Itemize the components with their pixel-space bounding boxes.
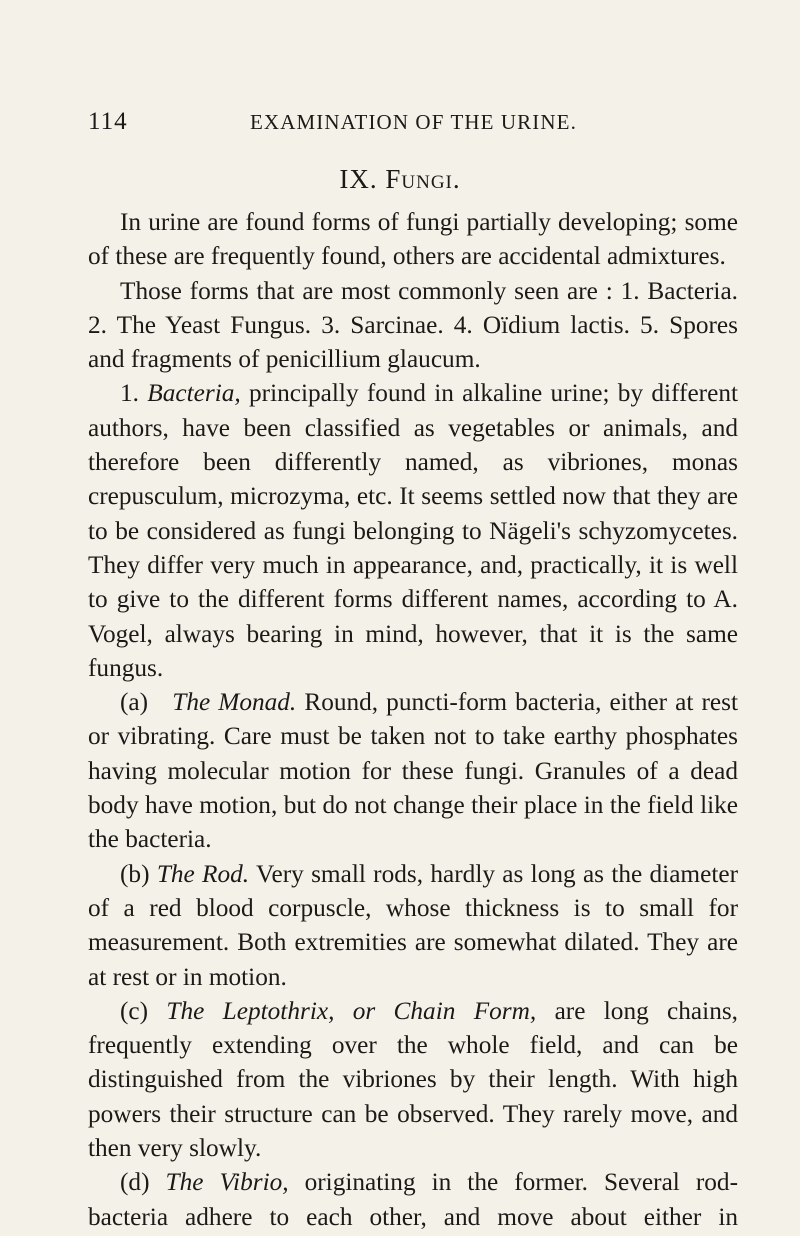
paragraph-bacteria — [88, 376, 738, 685]
section-numeral: IX. — [339, 164, 378, 194]
item-label: (d) — [120, 1168, 150, 1197]
page-number: 114 — [88, 108, 128, 135]
page-header — [88, 108, 728, 138]
paragraph-leptothrix — [88, 994, 738, 1165]
section-title — [0, 164, 800, 195]
paragraph-text: Very small rods, hardly as long as the diameter of a red blood corpuscle, whose thickness is to small for measurement. Both extremities are somewhat dilated. They are at rest or in motion. — [88, 859, 739, 991]
item-label: (b) — [120, 859, 150, 888]
italic-term: The Rod. — [156, 859, 250, 888]
paragraph-vibrio — [88, 1165, 738, 1234]
item-number: 1. — [120, 379, 139, 408]
paragraph-forms-list: Those forms that are most commonly seen are : 1. Bacteria. 2. The Yeast Fungus. 3. Sarcinae. 4. Oïdium lactis. 5. Spores and fragments of penicillium glaucum. — [88, 276, 738, 374]
paragraph-text: are long chains, frequently extending over the whole field, and can be distinguished from the vibriones by their length. With high powers their structure can be observed. They rarely move, and then very slowly. — [88, 996, 739, 1163]
italic-term: Bacteria, — [147, 379, 241, 408]
paragraph-intro: In urine are found forms of fungi partially developing; some of these are frequently found, others are accidental admixtures. — [88, 208, 738, 271]
item-label: (c) — [120, 996, 149, 1025]
italic-term: The Vibrio, — [165, 1168, 289, 1197]
paragraph-text: originating in the former. Several rod-bacteria adhere to each other, and move about either in — [88, 1168, 738, 1231]
running-head: EXAMINATION OF THE URINE. — [250, 110, 577, 134]
body-text — [88, 205, 738, 1234]
item-label: (a) — [120, 688, 149, 717]
paragraph-rod — [88, 857, 738, 994]
italic-term: The Leptothrix, or Chain Form, — [166, 996, 537, 1025]
paragraph-text: Round, puncti-form bacteria, either at rest or vibrating. Care must be taken not to take earthy phosphates having molecular motion for these fungi. Granules of a dead body have motion, but do not change their place in the field like the bacteria. — [88, 688, 738, 854]
section-name: Fungi. — [385, 164, 461, 194]
italic-term: The Monad. — [172, 688, 297, 717]
paragraph-text: principally found in alkaline urine; by different authors, have been classified as vegetables or animals, and therefore been differently named, as vibriones, monas crepusculum, microzyma, etc. It seems settled now that they are to be considered as fungi belonging to Nägeli's schyzomycetes. They differ very much in appearance, and, practically, it is well to give to the different forms different names, according to A. Vogel, always bearing in mind, however, that it is the same fungus. — [88, 379, 739, 682]
paragraph-monad — [88, 685, 738, 856]
